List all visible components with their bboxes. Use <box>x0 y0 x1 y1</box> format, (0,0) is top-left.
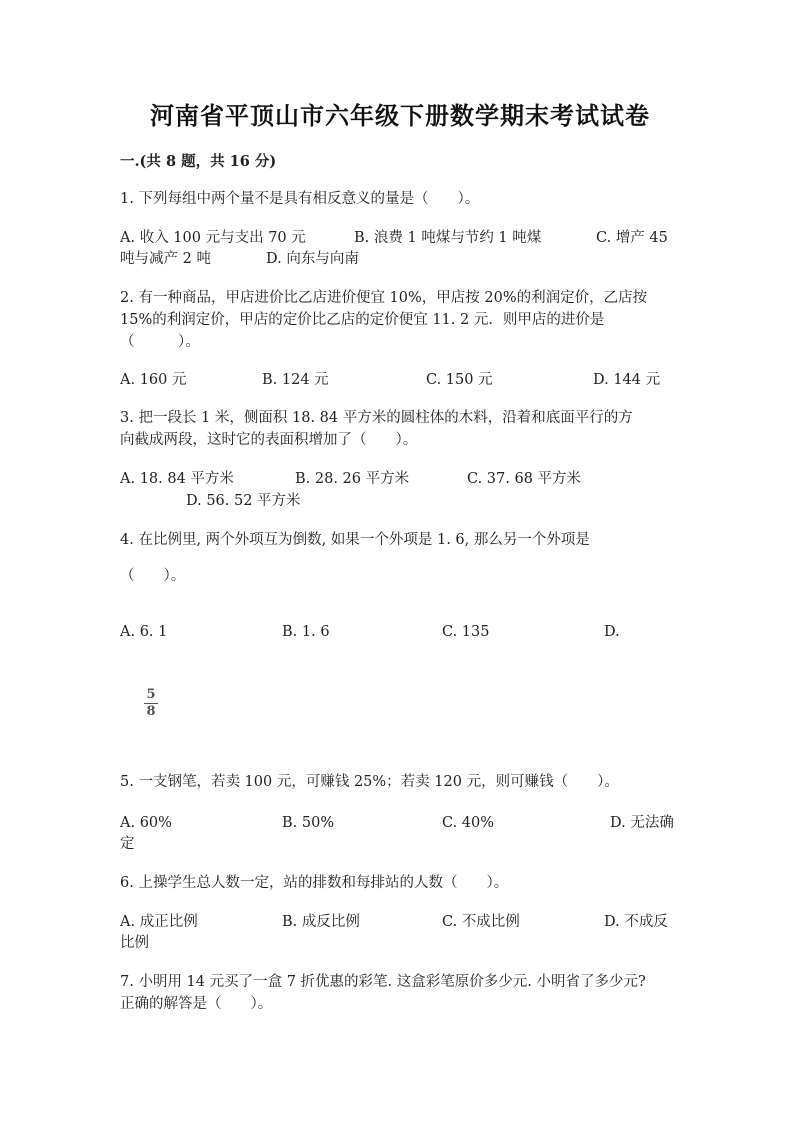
question-4-option-c: C. 135 <box>442 624 490 640</box>
question-5-option-a: A. 60% <box>120 815 172 831</box>
question-2-option-b: B. 124 元 <box>262 372 329 388</box>
fraction-denominator: 8 <box>146 704 156 719</box>
question-7-stem-line-2: 正确的解答是（ ）。 <box>120 996 273 1012</box>
exam-title: 河南省平顶山市六年级下册数学期末考试试卷 <box>150 101 650 130</box>
question-5-option-b: B. 50% <box>282 815 335 831</box>
question-6-option-a: A. 成正比例 <box>120 914 198 930</box>
question-4-option-d-fraction <box>144 688 158 719</box>
question-4-stem-line-2: （ ）。 <box>120 568 186 584</box>
question-1-option-d: D. 向东与向南 <box>266 251 359 267</box>
question-4-option-b: B. 1. 6 <box>282 624 330 640</box>
question-3-stem-line-1: 3. 把一段长 1 米，侧面积 18. 84 平方米的圆柱体的木料，沿着和底面平行的方 <box>120 410 633 426</box>
question-5-option-d: D. 无法确 <box>610 815 674 831</box>
question-2-option-d: D. 144 元 <box>593 372 661 388</box>
question-1-option-c-continued: 吨与减产 2 吨 <box>120 251 211 267</box>
question-1-option-c: C. 增产 45 <box>596 230 668 246</box>
question-3-option-a: A. 18. 84 平方米 <box>120 471 234 487</box>
question-2-stem-line-2: 15%的利润定价，甲店的定价比乙店的定价便宜 11. 2 元．则甲店的进价是 <box>120 312 605 328</box>
question-3-stem-line-2: 向截成两段，这时它的表面积增加了（ ）。 <box>120 432 418 448</box>
question-6-option-d-continued: 比例 <box>120 935 149 951</box>
question-5-stem: 5. 一支钢笔，若卖 100 元，可赚钱 25%；若卖 120 元，则可赚钱（ ）。 <box>120 774 619 790</box>
question-4-option-a: A. 6. 1 <box>120 624 168 640</box>
question-2-stem-line-3: （ ）。 <box>120 334 200 350</box>
question-1-option-a: A. 收入 100 元与支出 70 元 <box>120 230 306 246</box>
question-3-option-c: C. 37. 68 平方米 <box>467 471 582 487</box>
question-1-option-b: B. 浪费 1 吨煤与节约 1 吨煤 <box>354 230 542 246</box>
fraction-numerator: 5 <box>146 687 156 702</box>
question-2-option-c: C. 150 元 <box>426 372 493 388</box>
question-3-option-d: D. 56. 52 平方米 <box>186 493 301 509</box>
question-4-stem-line-1: 4. 在比例里, 两个外项互为倒数, 如果一个外项是 1. 6, 那么另一个外项是 <box>120 532 590 548</box>
question-4-option-d: D. <box>604 624 620 640</box>
question-6-option-c: C. 不成比例 <box>442 914 520 930</box>
question-2-stem-line-1: 2. 有一种商品，甲店进价比乙店进价便宜 10%，甲店按 20%的利润定价，乙店按 <box>120 290 648 306</box>
question-7-stem-line-1: 7. 小明用 14 元买了一盒 7 折优惠的彩笔. 这盒彩笔原价多少元. 小明省了多少元? <box>120 974 646 990</box>
question-6-option-d: D. 不成反 <box>604 914 668 930</box>
question-5-option-d-continued: 定 <box>120 836 135 852</box>
question-6-option-b: B. 成反比例 <box>282 914 360 930</box>
question-5-option-c: C. 40% <box>442 815 495 831</box>
section-heading: 一.(共 8 题，共 16 分) <box>120 153 277 170</box>
question-6-stem: 6. 上操学生总人数一定，站的排数和每排站的人数（ ）。 <box>120 875 509 891</box>
question-2-option-a: A. 160 元 <box>120 372 187 388</box>
question-1-stem: 1. 下列每组中两个量不是具有相反意义的量是（ ）。 <box>120 191 480 207</box>
question-3-option-b: B. 28. 26 平方米 <box>295 471 410 487</box>
